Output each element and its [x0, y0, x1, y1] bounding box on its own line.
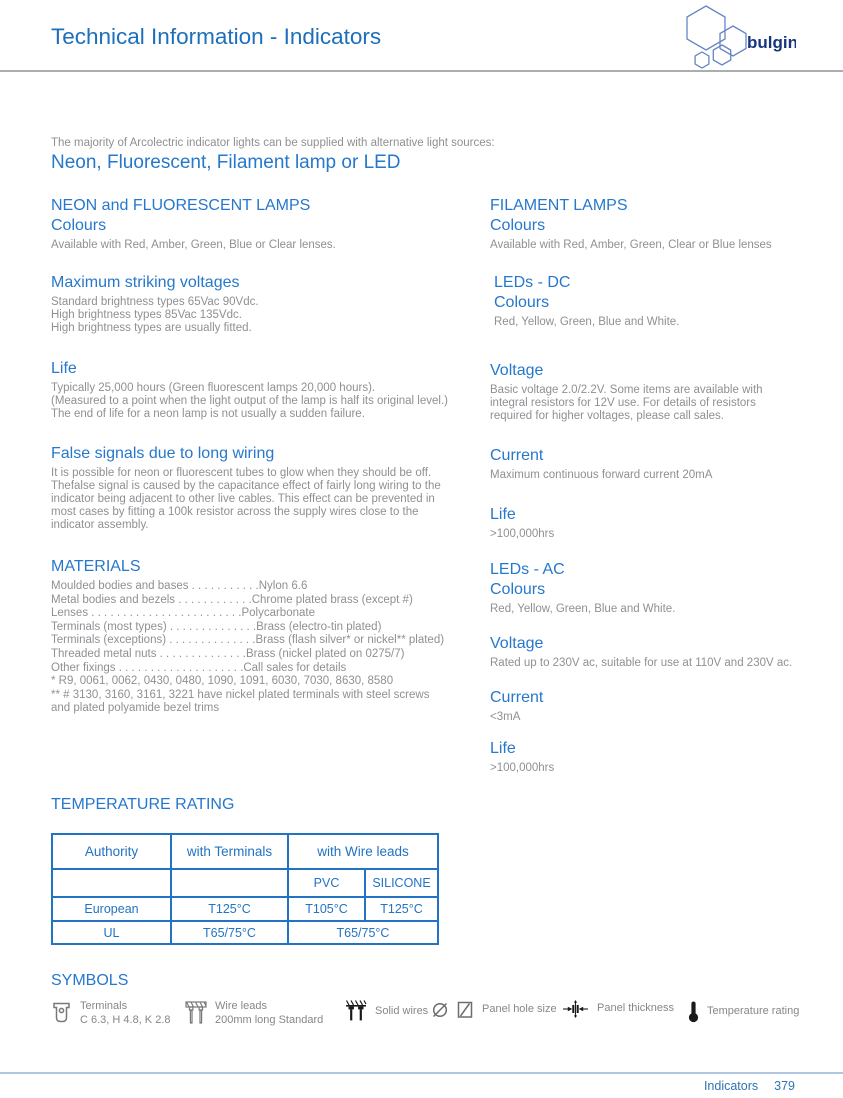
temperature-table	[51, 833, 439, 945]
body-line: indicator being adjacent to other live cables. This effect can be prevented in	[51, 493, 435, 506]
section-subtitle: Colours	[490, 217, 546, 234]
diameter-icon	[431, 1000, 449, 1019]
table-row	[52, 897, 438, 921]
symbol-temperature-rating	[688, 1000, 799, 1023]
intro-block	[51, 136, 495, 175]
section-title: Life	[51, 360, 77, 377]
symbol-wire-leads	[185, 1000, 323, 1027]
section-title: Voltage	[490, 635, 544, 652]
body-line: Maximum continuous forward current 20mA	[490, 469, 713, 481]
body-line: Available with Red, Amber, Green, Blue or Clear lenses.	[51, 239, 336, 251]
table-cell: UL	[52, 921, 171, 944]
section-title: Current	[490, 689, 544, 706]
bulgin-logo	[676, 4, 796, 72]
body-line: Threaded metal nuts . . . . . . . . . . . . . .Brass (nickel plated on 0275/7)	[51, 647, 405, 660]
section-life-ac	[490, 739, 554, 775]
section-title: Life	[490, 506, 516, 523]
symbol-label: Panel thickness	[597, 1002, 675, 1015]
section-leds-dc	[494, 273, 679, 329]
symbol-label: Panel hole size	[482, 1002, 557, 1015]
wire-leads-icon	[185, 1001, 207, 1026]
section-leds-ac	[490, 560, 675, 616]
section-voltage-ac	[490, 634, 792, 670]
section-subtitle: Colours	[494, 294, 550, 311]
body-line: <3mA	[490, 711, 521, 723]
table-header-cell: Authority	[52, 834, 171, 869]
body-line: Thefalse signal is caused by the capacitance effect of fairly long wiring to the	[51, 480, 441, 493]
body-line: High brightness types are usually fitted.	[51, 322, 252, 335]
section-subtitle: Colours	[490, 581, 546, 598]
footer-divider	[0, 1072, 843, 1074]
section-subtitle: Colours	[51, 217, 107, 234]
body-line: Moulded bodies and bases . . . . . . . . . . .Nylon 6.6	[51, 580, 308, 592]
footer	[704, 1079, 795, 1093]
section-title: False signals due to long wiring	[51, 445, 275, 462]
body-line: Standard brightness types 65Vac 90Vdc.	[51, 296, 259, 308]
symbol-label: Solid wires	[375, 1004, 429, 1017]
section-title: Life	[490, 740, 516, 757]
panel-cutout-icon	[457, 1000, 474, 1019]
page-title: Technical Information - Indicators	[51, 24, 382, 49]
symbol-solid-wires	[345, 1000, 428, 1023]
table-cell: T105°C	[288, 897, 365, 921]
symbol-label: Wire leads	[215, 1000, 267, 1012]
section-title: MATERIALS	[51, 558, 141, 575]
temperature-rating-title: TEMPERATURE RATING	[51, 796, 235, 813]
body-line: High brightness types 85Vac 135Vdc.	[51, 309, 242, 322]
section-filament-lamps	[490, 196, 772, 252]
body-line: Red, Yellow, Green, Blue and White.	[490, 603, 676, 615]
header-divider	[0, 70, 843, 72]
footer-page-number: 379	[774, 1079, 795, 1093]
section-striking-voltages	[51, 273, 259, 335]
body-line: Other fixings . . . . . . . . . . . . . . . . . . . .Call sales for details	[51, 661, 347, 674]
footer-section-label: Indicators	[703, 1079, 759, 1093]
terminals-icon	[51, 1002, 72, 1025]
section-current-ac	[490, 688, 543, 724]
table-header-row	[52, 834, 438, 869]
section-title: FILAMENT LAMPS	[490, 197, 628, 214]
temperature-rating-icon	[688, 1000, 699, 1023]
body-line: required for higher voltages, please call sales.	[490, 410, 724, 423]
table-subheader-cell: SILICONE	[365, 869, 438, 897]
body-line: Typically 25,000 hours (Green fluorescent lamps 20,000 hours).	[51, 382, 376, 394]
table-header-cell: with Wire leads	[288, 834, 438, 869]
body-line: >100,000hrs	[490, 762, 555, 774]
section-current-dc	[490, 446, 712, 482]
symbol-sublabel: C 6.3, H 4.8, K 2.8	[80, 1013, 171, 1026]
table-cell-empty	[52, 869, 171, 897]
body-line: integral resistors for 12V use. For details of resistors	[490, 397, 756, 410]
body-line: Metal bodies and bezels . . . . . . . . . . . .Chrome plated brass (except #)	[51, 593, 413, 606]
section-voltage-dc	[490, 361, 763, 423]
panel-thickness-icon	[562, 1000, 589, 1018]
section-false-signals	[51, 444, 441, 532]
body-line: Basic voltage 2.0/2.2V. Some items are available with	[490, 384, 763, 396]
solid-wires-icon	[345, 1000, 367, 1023]
body-line: indicator assembly.	[51, 519, 149, 532]
table-cell-empty	[171, 869, 288, 897]
table-cell: T125°C	[365, 897, 438, 921]
section-title: LEDs - DC	[494, 274, 571, 291]
body-line: Red, Yellow, Green, Blue and White.	[494, 316, 680, 328]
symbol-panel-hole-size	[431, 1000, 557, 1019]
table-header-cell: with Terminals	[171, 834, 288, 869]
brand-text: bulgin	[747, 33, 796, 52]
table-cell: European	[52, 897, 171, 921]
symbol-label: Temperature rating	[707, 1004, 800, 1017]
symbols-title: SYMBOLS	[51, 972, 129, 989]
body-line: >100,000hrs	[490, 528, 555, 540]
bulgin-hexagons-icon	[676, 4, 796, 72]
section-title: Voltage	[490, 362, 544, 379]
section-life-neon	[51, 359, 448, 421]
body-line: Lenses . . . . . . . . . . . . . . . . . . . . . . . .Polycarbonate	[51, 607, 315, 620]
body-line: Rated up to 230V ac, suitable for use at 110V and 230V ac.	[490, 657, 793, 669]
section-title: Current	[490, 447, 544, 464]
section-title: NEON and FLUORESCENT LAMPS	[51, 197, 311, 214]
table-cell: T65/75°C	[288, 921, 438, 944]
section-neon-fluorescent	[51, 196, 336, 252]
section-title: Maximum striking voltages	[51, 274, 240, 291]
body-line: The end of life for a neon lamp is not usually a sudden failure.	[51, 408, 365, 421]
table-subheader-cell: PVC	[288, 869, 365, 897]
table-row	[52, 921, 438, 944]
symbol-label: Terminals	[80, 1000, 128, 1012]
symbol-sublabel: 200mm long Standard	[215, 1013, 324, 1026]
body-line: and plated polyamide bezel trims	[51, 702, 220, 715]
intro-headline: Neon, Fluorescent, Filament lamp or LED	[51, 152, 401, 173]
table-subheader-row	[52, 869, 438, 897]
table-cell: T65/75°C	[171, 921, 288, 944]
body-line: (Measured to a point when the light output of the lamp is half its original level.)	[51, 395, 448, 408]
symbol-terminals	[51, 1000, 171, 1027]
body-line: It is possible for neon or fluorescent tubes to glow when they should be off.	[51, 467, 432, 479]
intro-lead: The majority of Arcolectric indicator lights can be supplied with alternative light sources:	[51, 137, 495, 149]
body-line: ** # 3130, 3160, 3161, 3221 have nickel plated terminals with steel screws	[51, 688, 430, 701]
section-title: LEDs - AC	[490, 561, 565, 578]
body-line: Terminals (exceptions) . . . . . . . . . . . . . .Brass (flash silver* or nickel** plated)	[51, 634, 445, 647]
section-life-dc	[490, 505, 554, 541]
table-cell: T125°C	[171, 897, 288, 921]
body-line: Terminals (most types) . . . . . . . . . . . . . .Brass (electro-tin plated)	[51, 620, 382, 633]
symbol-panel-thickness	[562, 1000, 674, 1018]
body-line: Available with Red, Amber, Green, Clear or Blue lenses	[490, 239, 772, 251]
body-line: most cases by fitting a 100k resistor across the supply wires close to the	[51, 506, 419, 519]
body-line: * R9, 0061, 0062, 0430, 0480, 1090, 1091, 6030, 7030, 8630, 8580	[51, 675, 394, 688]
section-materials	[51, 557, 444, 716]
